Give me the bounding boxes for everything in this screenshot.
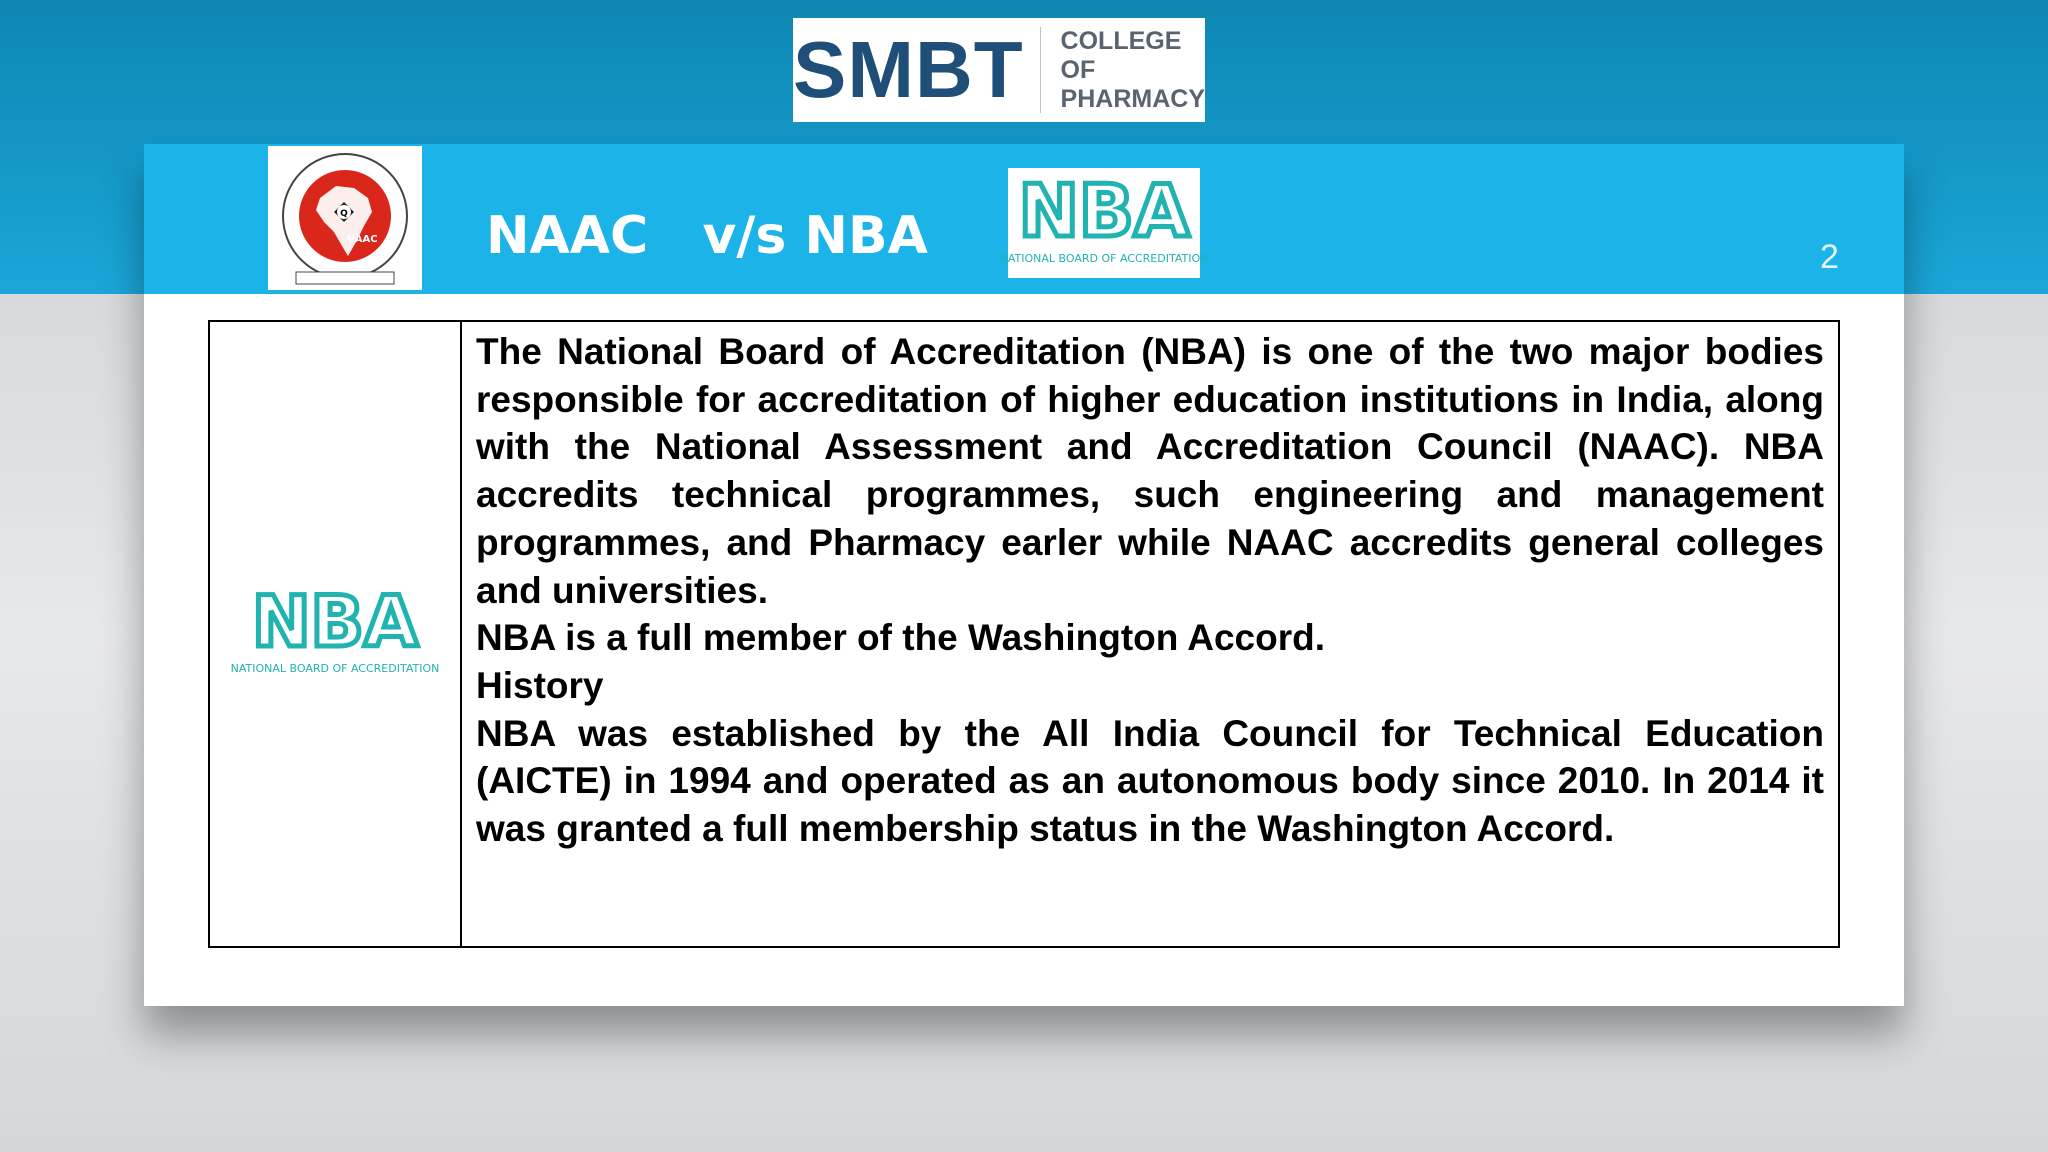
slide [144,144,1904,1006]
svg-text:NBA: NBA [251,581,419,663]
naac-seal-logo [268,146,422,290]
nba-header-logo [999,168,1209,278]
college-logo-subtitle [1061,27,1205,114]
naac-seal-icon [268,146,422,290]
svg-text:Q: Q [340,209,348,219]
college-logo-subtitle-line2: PHARMACY [1060,84,1205,113]
svg-text:NATIONAL BOARD OF ACCREDITATIO: NATIONAL BOARD OF ACCREDITATION [230,662,440,675]
nba-description-cell [462,322,1838,946]
college-logo-name: SMBT [793,25,1024,114]
college-logo [793,18,1205,122]
nba-intro-paragraph: The National Board of Accreditation (NBA) is one of the two major bodies responsible for accreditation of higher education institutions in India, along with the National Assessment and Accreditation Council (NAAC). NBA accredits technical programmes, such engineering and management programmes, and Pharmacy earler while NAAC accredits general colleges and universities. [476,331,1824,611]
nba-logo-icon [230,581,440,686]
washington-accord-line: NBA is a full member of the Washington Accord. [476,617,1326,659]
content-table [208,320,1840,948]
college-logo-subtitle-line1: COLLEGE OF [1060,26,1182,84]
slide-title: NAAC v/s NBA [486,206,928,266]
nba-header-logo-icon [999,168,1209,278]
logo-divider [1040,27,1041,113]
slide-header [144,144,1904,294]
nba-logo-cell [210,322,462,946]
page-number: 2 [1820,238,1839,276]
history-heading: History [476,664,604,706]
svg-text:NATIONAL BOARD OF ACCREDITATIO: NATIONAL BOARD OF ACCREDITATION [999,252,1209,265]
history-paragraph: NBA was established by the All India Council for Technical Education (AICTE) in 1994 and operated as an autonomous body since 2010. In 2014 it was granted a full membership status in the Washington Accord. [476,712,1824,850]
svg-text:NBA: NBA [1018,169,1190,253]
svg-text:NAAC: NAAC [346,234,378,245]
